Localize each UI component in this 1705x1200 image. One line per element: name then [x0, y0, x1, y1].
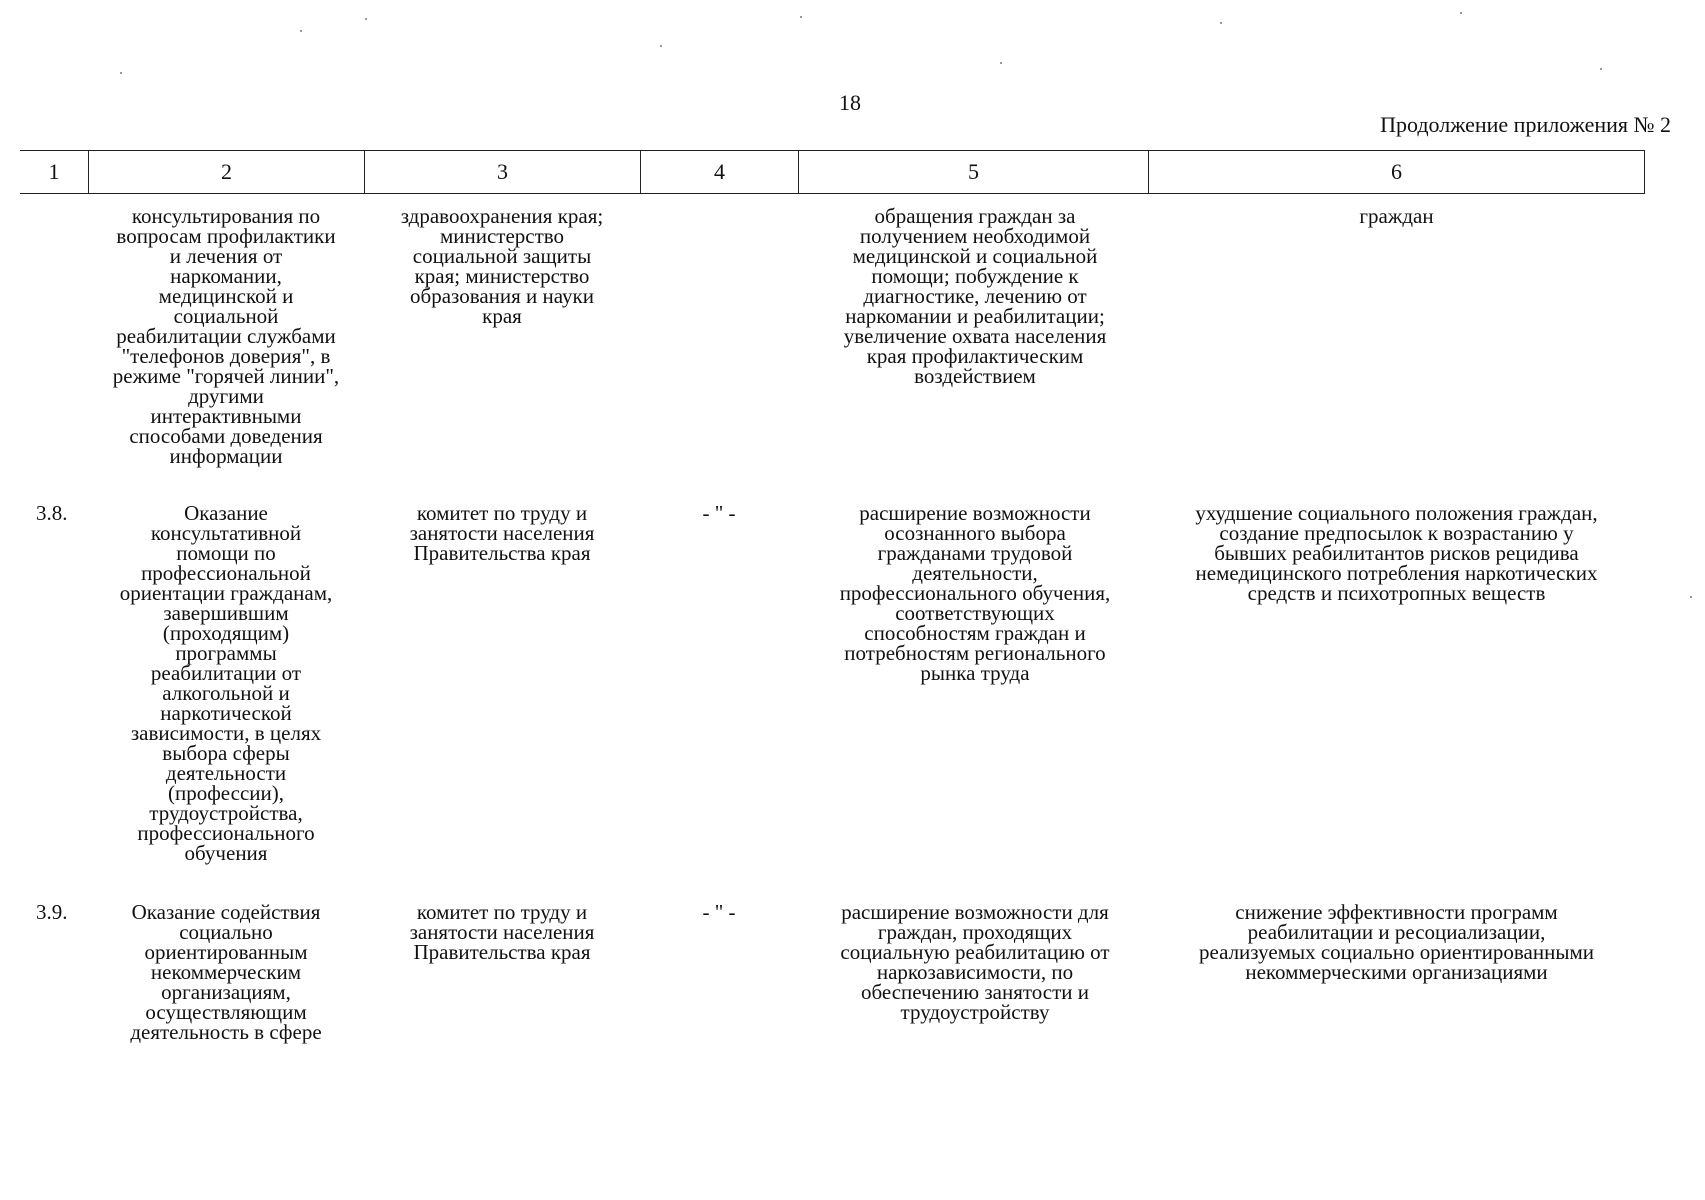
- expected-result-cell: расширение возможности осознанного выбора гражданами трудовой деятельности, профессионального обучения, соответствующих способностям граждан и потребностям регионального рынка труда: [839, 501, 1111, 685]
- measure-cell: консультирования по вопросам профилактики и лечения от наркомании, медицинской и социальной реабилитации службами "телефонов доверия", в режиме "горячей линии", другими интерактивными способами доведения информации: [112, 204, 340, 468]
- executor-cell: комитет по труду и занятости населения Правительства края: [409, 900, 595, 964]
- header-cell-6: 6: [1148, 151, 1645, 193]
- measure-cell: Оказание содействия социально ориентированным некоммерческим организациям, осуществляющим деятельность в сфере: [130, 900, 322, 1044]
- header-cell-2: 2: [88, 151, 364, 193]
- header-cell-5: 5: [798, 151, 1148, 193]
- consequence-cell: снижение эффективности программ реабилитации и ресоциализации, реализуемых социально ориентированными некоммерческими организациями: [1199, 900, 1594, 984]
- header-cell-3: 3: [364, 151, 640, 193]
- header-cell-1: 1: [48, 159, 60, 184]
- appendix-continuation-note: Продолжение приложения № 2: [1380, 112, 1671, 137]
- executor-cell: здравоохранения края; министерство социальной защиты края; министерство образования и науки края: [400, 204, 604, 328]
- row-number: 3.9.: [36, 900, 68, 924]
- page-number: 18: [839, 90, 861, 115]
- table-header-row: [20, 150, 1645, 194]
- deadline-cell: - " -: [702, 501, 736, 525]
- expected-result-cell: обращения граждан за получением необходимой медицинской и социальной помощи; побуждение к диагностике, лечению от наркомании и реабилитации; увеличение охвата населения края профилактическим воздействием: [843, 204, 1107, 388]
- consequence-cell: граждан: [1359, 204, 1434, 228]
- header-cell-4: 4: [640, 151, 798, 193]
- executor-cell: комитет по труду и занятости населения Правительства края: [409, 501, 595, 565]
- consequence-cell: ухудшение социального положения граждан, создание предпосылок к возрастанию у бывших реабилитантов рисков рецидива немедицинского потребления наркотических средств и психотропных веществ: [1195, 501, 1598, 605]
- measure-cell: Оказание консультативной помощи по профессиональной ориентации гражданам, завершившим (проходящим) программы реабилитации от алкогольной и наркотической зависимости, в целях выбора сферы деятельности (профессии), трудоустройства, профессионального обучения: [119, 501, 333, 865]
- row-number: 3.8.: [36, 501, 68, 525]
- deadline-cell: - " -: [702, 900, 736, 924]
- expected-result-cell: расширение возможности для граждан, проходящих социальную реабилитацию от наркозависимости, по обеспечению занятости и трудоустройству: [840, 900, 1110, 1024]
